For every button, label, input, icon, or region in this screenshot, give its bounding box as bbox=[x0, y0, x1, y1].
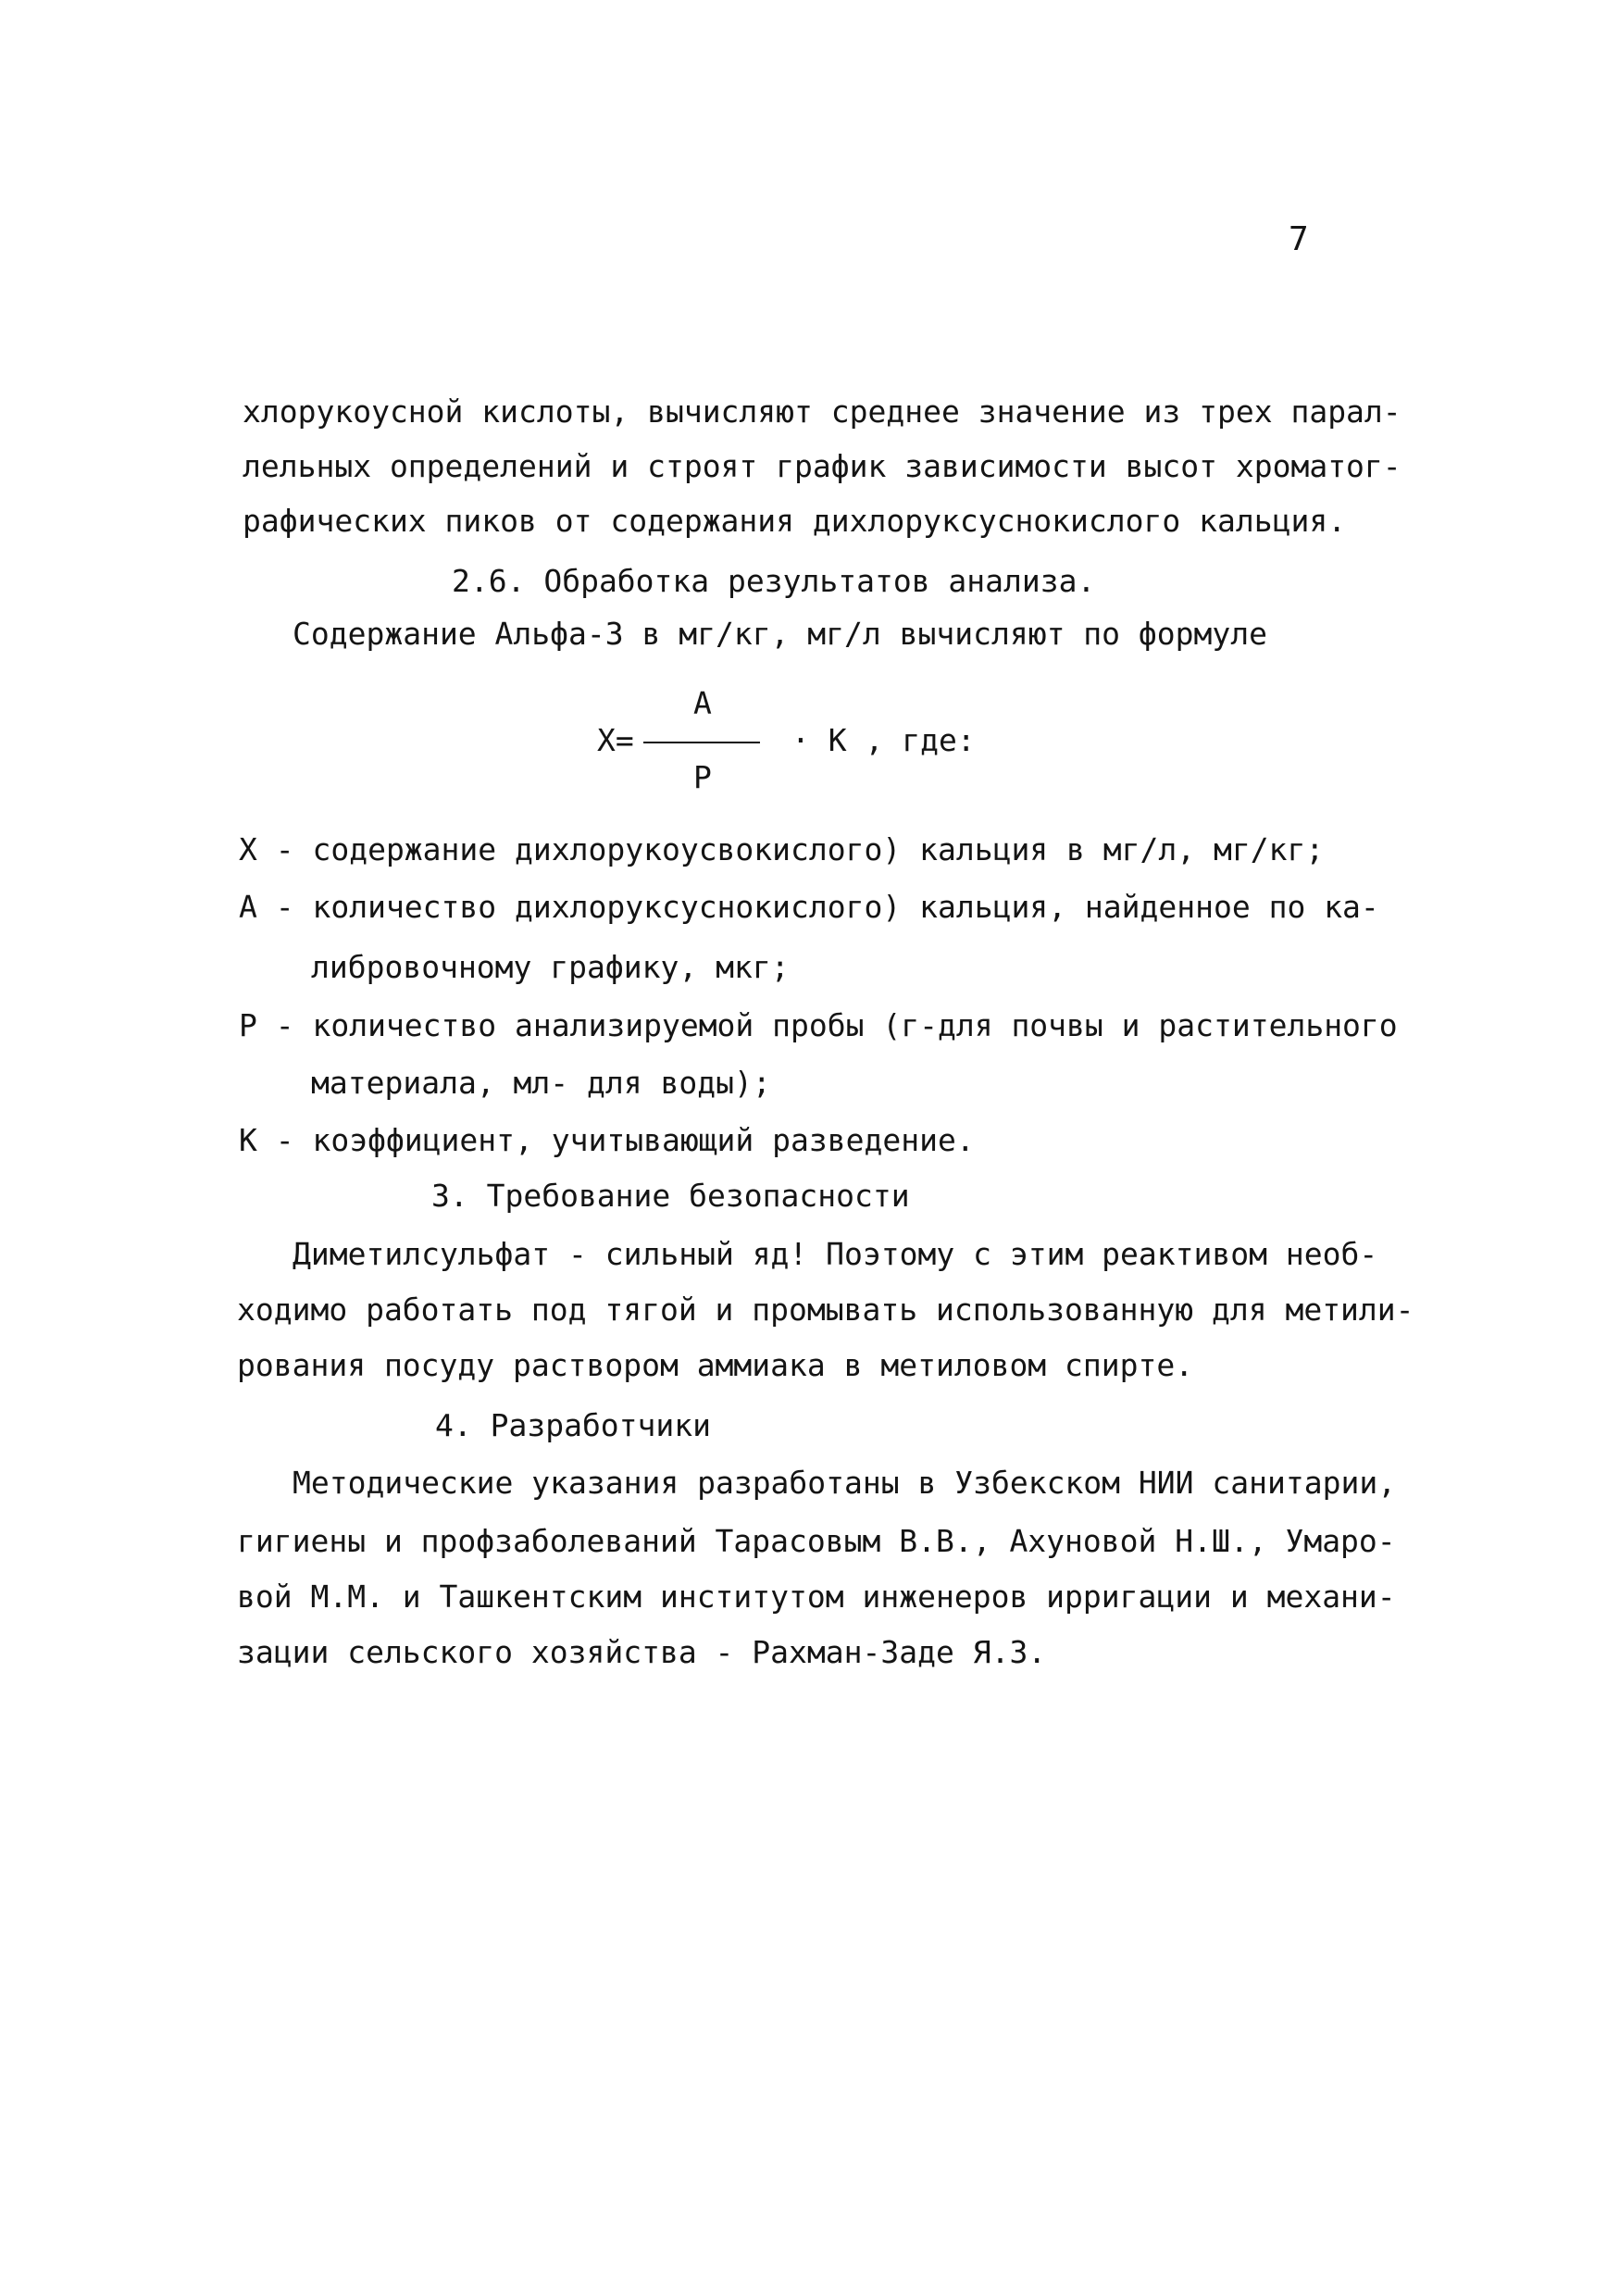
safety-line: ходимо работать под тягой и промывать использованную для метили- bbox=[237, 1292, 1414, 1328]
formula-denominator: P bbox=[693, 759, 712, 795]
safety-line: Диметилсульфат - сильный яд! Поэтому с этим реактивом необ- bbox=[293, 1236, 1378, 1272]
developers-line: Методические указания разработаны в Узбекском НИИ санитарии, bbox=[293, 1465, 1397, 1501]
formula-intro: Содержание Альфа-3 в мг/кг, мг/л вычисляют по формуле bbox=[293, 616, 1267, 652]
definition-k: К - коэффициент, учитывающий разведение. bbox=[239, 1122, 975, 1158]
formula-numerator: A bbox=[693, 685, 712, 721]
developers-line: гигиены и профзаболеваний Тарасовым В.В., Ахуновой Н.Ш., Умаро- bbox=[237, 1523, 1396, 1559]
formula bbox=[597, 685, 986, 796]
definition-p-cont: материала, мл- для воды); bbox=[311, 1065, 771, 1101]
formula-rhs: · К , где: bbox=[791, 722, 976, 758]
intro-line: хлорукоусной кислоты, вычисляют среднее значение из трех парал- bbox=[243, 393, 1401, 430]
section-heading-3: 3. Требование безопасности bbox=[431, 1178, 910, 1214]
intro-line: лельных определений и строят график зависимости высот хроматог- bbox=[243, 448, 1401, 484]
definition-x: X - содержание дихлорукоусвокислого) кальция в мг/л, мг/кг; bbox=[239, 831, 1325, 867]
section-heading-4: 4. Разработчики bbox=[435, 1407, 712, 1443]
formula-lhs: X= bbox=[597, 722, 634, 758]
fraction-bar bbox=[643, 742, 760, 743]
definition-p: P - количество анализируемой пробы (г-для почвы и растительного bbox=[239, 1007, 1398, 1043]
intro-line: рафических пиков от содержания дихлоруксуснокислого кальция. bbox=[243, 503, 1347, 539]
page-number: 7 bbox=[1289, 220, 1309, 258]
definition-a: A - количество дихлоруксуснокислого) кальция, найденное по ка- bbox=[239, 889, 1379, 925]
developers-line: зации сельского хозяйства - Рахман-Заде Я.З. bbox=[237, 1634, 1047, 1670]
definition-a-cont: либровочному графику, мкг; bbox=[311, 949, 790, 985]
developers-line: вой М.М. и Ташкентским институтом инженеров ирригации и механи- bbox=[237, 1578, 1396, 1615]
safety-line: рования посуду раствором аммиака в метиловом спирте. bbox=[237, 1347, 1194, 1383]
section-heading-2-6: 2.6. Обработка результатов анализа. bbox=[452, 563, 1096, 599]
